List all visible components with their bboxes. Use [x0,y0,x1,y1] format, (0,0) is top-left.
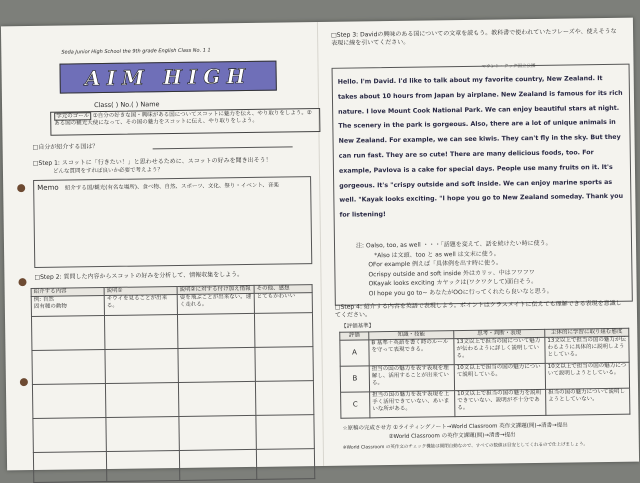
criteria-header: 評価 [340,332,369,340]
reading-passage: Hello. I'm David. I'd like to talk about my favorite country, New Zealand. It takes about 10 hours from Japan by airplane. New Zealand is famous for its rich nature. I love Mount Cook National Park. We can enjoy beautiful stars at night. The scenery in the park is gorgeous. Also, there are a lot of unique animals in New Zealand. For example, we can see kiwis. They can't fly in the sky. But they can run fast. They are so cute! There are many delicious foods, too. For example, Pavlova is a cake for special days. People use many fruits on it. It's gorgeous. It's "crispy outside and soft inside. We can enjoy marine sports as well. "Kayak looks exciting. "I hope you go to New Zealand someday. Thank you for listening! [337,75,624,219]
step2-example-cell: キウイを見ることが出来る。 [104,294,177,315]
goal-box [50,108,320,136]
note-item: OFor example 例えば「具体例を出す時に使う。 [368,259,503,269]
grade-cell: B [340,366,369,392]
footnote: ※World Classroom の英作文のチェック機能は開閉自動なので、すべての数値は目安としてくれるので仕上げましょう。 [342,442,589,451]
step2-header: 紹介する内容 [31,288,104,297]
table-cell [178,381,255,416]
note-item: Ocrispy outside and soft inside 外はカリッ、中はフワフワ [368,268,535,278]
criteria-cell: 担当の国の魅力を表す表現を理解し、活用することが出来ている。 [369,365,454,392]
step1-title: □Step 1: スコットに「行きたい！」と思わせるために、スコットの好みを聞き出そう！ [32,156,272,168]
step4-title: □Step 4: 紹介する内容を英語で表現しよう。ポイントはクラスメイトに伝えても理解できる表現を意識してください。 [334,299,622,319]
table-cell [33,418,106,453]
goal-label: 学元のゴール [54,112,91,121]
table-cell [179,449,256,480]
table-cell [177,313,254,348]
page-title: AIM HIGH [84,63,252,91]
punch-hole [17,184,25,192]
criteria-cell: 13文以上で担当の国について魅力が伝わるように詳しく説明している。 [454,337,545,364]
table-cell [254,313,312,348]
completion-steps-2: ②World Classroom の英作文課題(開)→清書→提出 [388,432,516,441]
table-cell [255,381,313,416]
table-cell [106,416,179,451]
country-question: □自分が紹介する国は？ [32,143,99,152]
table-cell [179,415,256,450]
grade-cell: A [340,340,369,366]
class-name-line: Class( ) No.( ) Name [93,100,160,110]
punch-hole [20,378,28,386]
table-cell [105,348,178,383]
punch-hole [18,278,26,286]
criteria-label: 【評価基準】 [341,323,375,330]
criteria-cell: 10文以上で担当の国の魅力について説明している。 [454,363,545,390]
worksheet [1,18,639,471]
phrase-notes [356,238,627,299]
criteria-cell: 担当の国の魅力について説明しようとしていない。 [546,388,630,415]
criteria-cell: 10文以上で担当の国の魅力を説明できていない、説明が不十分である。 [455,389,546,416]
step2-header: 説明②に対する付け加え情報 [177,285,254,294]
table-cell [32,384,105,419]
note-item: OKayak looks exciting カヤックは(ワクワクして)面白そう。 [368,277,538,288]
table-cell [33,452,106,483]
table-cell [104,314,177,349]
table-cell [256,449,314,480]
title-banner [59,61,276,94]
table-cell [105,382,178,417]
memo-label: Memo 紹介する国/観光(有名な場所)、食べ物、自然、スポーツ、文化、祭り・イベント、音楽 [37,182,279,192]
criteria-cell: 10文以上で担当の国の魅力について説明しようとしている。 [545,362,629,389]
step3-title: □Step 3: Davidの興味のある国についての文章を読もう。教科書で使われていたフレーズや、使えそうな表現に線を引いてください。 [331,27,617,47]
step2-example-cell: 例: 自然 固有種の動物 [31,296,104,317]
answer-line [153,146,293,149]
table-cell [106,450,179,481]
park-annotation: マウント・クック国立公園 [481,63,536,70]
table-cell [178,347,255,382]
table-cell [256,415,314,450]
completion-steps: ☆原稿の完成させ方 ①ライティングノート→World Classroom 英作文課題(開)→清書→提出 [342,422,568,432]
school-line: Seda Junior High School the 9th grade English Class No. 1 1 [61,47,211,56]
grade-cell: C [341,392,370,418]
criteria-table [339,328,630,419]
table-cell [31,316,104,351]
step2-example-cell: とてもかわいい [254,293,312,314]
goal-text: ①自分の好きな国・興味がある国についてスコットに魅力を伝え、やり取りをしよう。②ある国の観光大使になって、その国の魅力をスコットに伝え、やり取りをしよう。 [54,110,312,127]
note-item: *Also は文頭、too と as well は文末に使う。 [374,249,500,259]
criteria-cell: B 基準＋英語を書く時のルールを守って表現できる。 [369,339,454,366]
note-item: OI hope you go to~ あなたがOOに行ってくれたら良いなと思う。 [368,287,553,297]
center-fold [317,22,324,466]
step2-title: □Step 2: 質問した内容からスコットの好みを分析して、情報収集をしよう。 [34,271,244,281]
step2-header: その他、感想 [254,285,312,294]
criteria-header: 思考・判断・表現 [454,329,545,338]
criteria-header: 知識・技能 [369,331,454,340]
step2-example-cell: 姿を飛ぶことが出来ない。速く走れる。 [177,293,254,314]
step2-header: 説明① [104,286,177,295]
table-cell [255,347,313,382]
criteria-cell: 担当の国の魅力を表す表現を上手く活用できていない、あいまいな所がある。 [370,391,455,418]
criteria-header: 主体的に学習に取り組む態度 [545,328,629,337]
step1-subtitle: どんな質問をすれば良いか必要で考えよう？ [52,167,164,175]
criteria-cell: 13文以上で担当の国の魅力が伝わるように具体的に説明しようとしている。 [545,336,629,363]
table-cell [32,350,105,385]
step2-table [31,284,316,483]
note-item: 注: Oalso, too, as well ・・・「話題を変えて、話を続けたい時に使う。 [355,239,552,250]
